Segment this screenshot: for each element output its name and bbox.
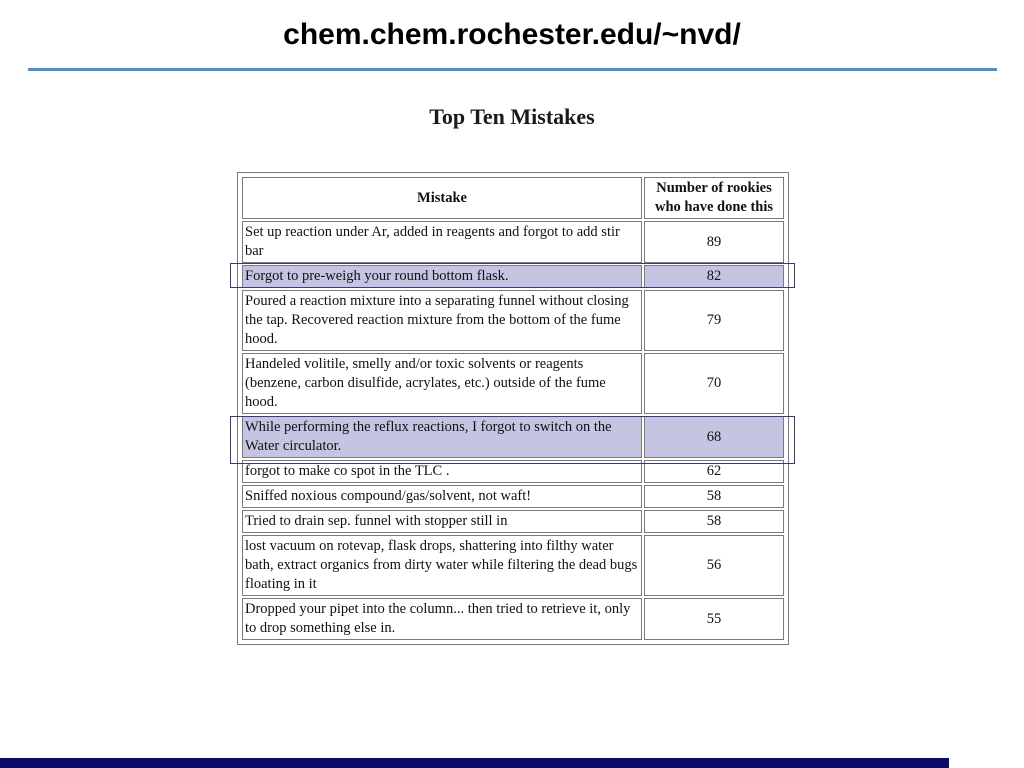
count-cell: 79 [644,290,784,351]
count-cell: 58 [644,510,784,533]
mistake-cell: Forgot to pre-weigh your round bottom flask. [242,265,642,288]
table-row [242,290,784,351]
table-row-highlighted [242,416,784,458]
count-cell: 56 [644,535,784,596]
mistake-cell: Tried to drain sep. funnel with stopper still in [242,510,642,533]
table-row [242,221,784,263]
mistakes-table [240,175,786,642]
count-cell: 68 [644,416,784,458]
table-row [242,510,784,533]
table-row-highlighted [242,265,784,288]
count-cell: 70 [644,353,784,414]
table-heading: Top Ten Mistakes [429,104,595,129]
footer-bar [0,758,949,768]
mistake-cell: While performing the reflux reactions, I forgot to switch on the Water circulator. [242,416,642,458]
count-cell: 58 [644,485,784,508]
column-header-mistake: Mistake [242,177,642,219]
table-row [242,460,784,483]
table-row [242,485,784,508]
table-row [242,598,784,640]
count-cell: 82 [644,265,784,288]
table-header-row [242,177,784,219]
mistake-cell: Handeled volitile, smelly and/or toxic solvents or reagents (benzene, carbon disulfide, acrylates, etc.) outside of the fume hood. [242,353,642,414]
count-cell: 55 [644,598,784,640]
slide-title: chem.chem.rochester.edu/~nvd/ [283,18,741,51]
table-row [242,353,784,414]
count-cell: 62 [644,460,784,483]
mistake-cell: Sniffed noxious compound/gas/solvent, not waft! [242,485,642,508]
mistake-cell: Set up reaction under Ar, added in reagents and forgot to add stir bar [242,221,642,263]
count-cell: 89 [644,221,784,263]
mistake-cell: lost vacuum on rotevap, flask drops, shattering into filthy water bath, extract organics from dirty water while filtering the dead bugs floating in it [242,535,642,596]
title-divider [28,68,997,71]
mistake-cell: Dropped your pipet into the column... then tried to retrieve it, only to drop something else in. [242,598,642,640]
mistakes-table-frame [237,172,789,645]
table-row [242,535,784,596]
column-header-count: Number of rookies who have done this [644,177,784,219]
mistake-cell: Poured a reaction mixture into a separating funnel without closing the tap. Recovered reaction mixture from the bottom of the fume hood. [242,290,642,351]
mistake-cell: forgot to make co spot in the TLC . [242,460,642,483]
